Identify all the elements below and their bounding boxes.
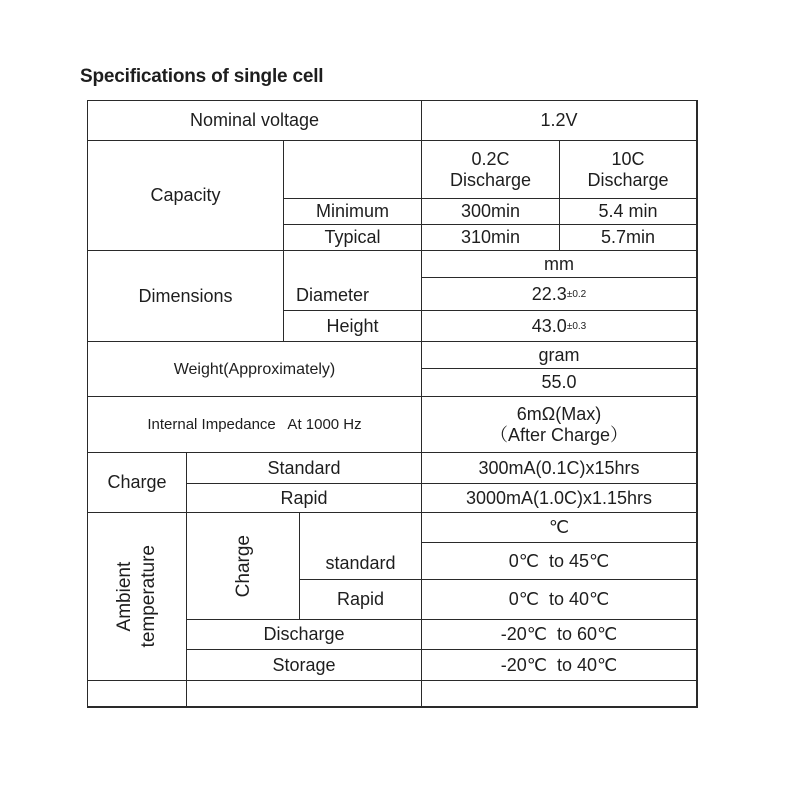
diameter-value xyxy=(421,277,697,311)
impedance-value xyxy=(421,396,697,453)
diameter-label: Diameter xyxy=(283,250,422,311)
ambient-rapid-label: Rapid xyxy=(299,579,422,620)
empty-cell xyxy=(87,680,187,707)
empty-cell xyxy=(186,680,422,707)
capacity-col-10c: 10C Discharge xyxy=(559,140,697,199)
impedance-label: Internal Impedance At 1000 Hz xyxy=(87,396,422,453)
capacity-typical-label: Typical xyxy=(283,224,422,251)
empty-cell xyxy=(421,680,697,707)
capacity-minimum-10c: 5.4 min xyxy=(559,198,697,225)
nominal-voltage-value: 1.2V xyxy=(421,100,697,141)
diameter-tolerance: ±0.2 xyxy=(566,288,587,300)
height-value xyxy=(421,310,697,342)
height-label: Height xyxy=(283,310,422,342)
height-number: 43.0 xyxy=(531,315,567,336)
dimensions-unit: mm xyxy=(421,250,697,278)
document-title: Specifications of single cell xyxy=(80,66,324,87)
ambient-rapid-value: 0℃ to 40℃ xyxy=(421,579,697,620)
capacity-minimum-label: Minimum xyxy=(283,198,422,225)
ambient-discharge-label: Discharge xyxy=(186,619,422,650)
ambient-standard-value: 0℃ to 45℃ xyxy=(421,542,697,580)
charge-rapid-label: Rapid xyxy=(186,483,422,513)
ambient-label-line1: Ambient xyxy=(114,561,135,632)
weight-label: Weight(Approximately) xyxy=(87,341,422,397)
dimensions-label: Dimensions xyxy=(87,250,284,342)
capacity-col-0.2c: 0.2C Discharge xyxy=(421,140,560,199)
weight-value: 55.0 xyxy=(421,368,697,397)
capacity-typical-10c: 5.7min xyxy=(559,224,697,251)
ambient-unit: ℃ xyxy=(421,512,697,543)
ambient-standard-label: standard xyxy=(299,512,422,580)
capacity-minimum-0.2c: 300min xyxy=(421,198,560,225)
ambient-charge-label xyxy=(186,512,300,620)
ambient-discharge-value: -20℃ to 60℃ xyxy=(421,619,697,650)
capacity-label: Capacity xyxy=(87,140,284,251)
nominal-voltage-label: Nominal voltage xyxy=(87,100,422,141)
ambient-label-line2: temperature xyxy=(138,545,159,648)
impedance-condition: （After Charge） xyxy=(489,424,629,445)
charge-rapid-value: 3000mA(1.0C)x1.15hrs xyxy=(421,483,697,513)
charge-standard-value: 300mA(0.1C)x15hrs xyxy=(421,452,697,484)
charge-label: Charge xyxy=(87,452,187,513)
ambient-temperature-label xyxy=(87,512,187,681)
height-tolerance: ±0.3 xyxy=(566,320,587,332)
ambient-storage-value: -20℃ to 40℃ xyxy=(421,649,697,681)
capacity-typical-0.2c: 310min xyxy=(421,224,560,251)
weight-unit: gram xyxy=(421,341,697,369)
diameter-number: 22.3 xyxy=(531,283,567,304)
ambient-storage-label: Storage xyxy=(186,649,422,681)
capacity-blank-cell xyxy=(283,140,422,199)
charge-standard-label: Standard xyxy=(186,452,422,484)
impedance-max: 6mΩ(Max) xyxy=(516,403,602,424)
ambient-charge-text: Charge xyxy=(232,534,254,598)
